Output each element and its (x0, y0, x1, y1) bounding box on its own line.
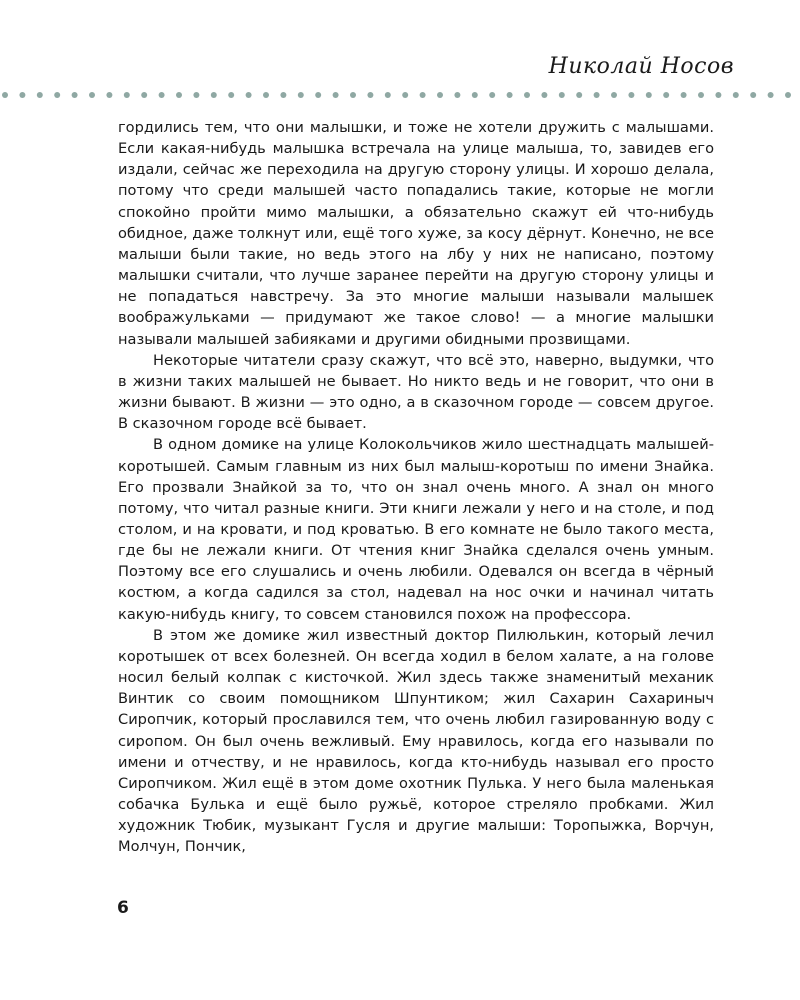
paragraph-continued: гордились тем, что они малышки, и тоже не хотели дружить с малышами. Если какая-нибудь малышка встречала на улице малыша, то, завидев его издали, сейчас же переходила на другую сторону улицы. И хорошо делала, потому что среди малышей часто попадались такие, которые не могли спокойно пройти мимо малышки, а обязательно скажут ей что-нибудь обидное, даже толкнут или, ещё того хуже, за косу дёрнут. Конечно, не все малыши были такие, но ведь этого на лбу у них не написано, поэтому малышки считали, что лучше заранее перейти на другую сторону улицы и не попадаться навстречу. За это многие малыши называли малышек воображульками — придумают же такое слово! — а многие малышки называли малышей забияками и другими обидными прозвищами. (118, 119, 714, 348)
divider-dot (785, 92, 791, 98)
divider-dot (594, 92, 600, 98)
divider-dot (646, 92, 652, 98)
page-number: 6 (117, 898, 129, 918)
divider-dot (315, 92, 321, 98)
divider-dot (211, 92, 217, 98)
dotted-divider (0, 90, 800, 100)
divider-dot (489, 92, 495, 98)
divider-dot (193, 92, 199, 98)
paragraph: Некоторые читатели сразу скажут, что всё это, наверно, выдумки, что в жизни таких малышей не бывает. Но никто ведь и не говорит, что они в жизни бывают. В жизни — это одно, а в сказочном городе — совсем другое. В сказочном городе всё бывает. (118, 351, 714, 433)
divider-dot (385, 92, 391, 98)
divider-dot (507, 92, 513, 98)
divider-dot (437, 92, 443, 98)
divider-dot (472, 92, 478, 98)
divider-dot (333, 92, 339, 98)
divider-dot (72, 92, 78, 98)
divider-dot (733, 92, 739, 98)
divider-dot (420, 92, 426, 98)
divider-dot (698, 92, 704, 98)
divider-dot (681, 92, 687, 98)
divider-dot (89, 92, 95, 98)
divider-dot (106, 92, 112, 98)
divider-dot (37, 92, 43, 98)
divider-dot (176, 92, 182, 98)
divider-dot (559, 92, 565, 98)
divider-dot (19, 92, 25, 98)
paragraph: В одном домике на улице Колокольчиков жило шестнадцать малышей-коротышей. Самым главным из них был малыш-коротыш по имени Знайка. Его прозвали Знайкой за то, что он знал очень много. А знал он много потому, что читал разные книги. Эти книги лежали у него и на столе, и под столом, и на кровати, и под кроватью. В его комнате не было такого места, где бы не лежали книги. От чтения книг Знайка сделался очень умным. Поэтому все его слушались и очень любили. Одевался он всегда в чёрный костюм, а когда садился за стол, надевал на нос очки и начинал читать какую-нибудь книгу, то совсем становился похож на профессора. (118, 436, 714, 623)
divider-dot (124, 92, 130, 98)
divider-dot (228, 92, 234, 98)
divider-dot (246, 92, 252, 98)
divider-dot (524, 92, 530, 98)
divider-dot (280, 92, 286, 98)
divider-dot (576, 92, 582, 98)
divider-dot (768, 92, 774, 98)
divider-dot (367, 92, 373, 98)
divider-dot (141, 92, 147, 98)
divider-dot (750, 92, 756, 98)
paragraph: В этом же домике жил известный доктор Пилюлькин, который лечил коротышек от всех болезней. Он всегда ходил в белом халате, а на голове носил белый колпак с кисточкой. Жил здесь также знаменитый механик Винтик со своим помощником Шпунтиком; жил Сахарин Сахариныч Сиропчик, который прославился тем, что очень любил газированную воду с сиропом. Он был очень вежливый. Ему нравилось, когда его называли по имени и отчеству, и не нравилось, когда кто-нибудь называл его просто Сиропчиком. Жил ещё в этом доме охотник Пулька. У него была маленькая собачка Булька и ещё было ружьё, которое стреляло пробками. Жил художник Тюбик, музыкант Гусля и другие малыши: Торопыжка, Ворчун, Молчун, Пончик, (118, 626, 714, 856)
divider-dot (541, 92, 547, 98)
main-text (118, 117, 714, 857)
divider-dot (454, 92, 460, 98)
divider-dot (628, 92, 634, 98)
divider-dot (263, 92, 269, 98)
divider-dot (663, 92, 669, 98)
divider-dot (2, 92, 8, 98)
divider-dot (715, 92, 721, 98)
divider-dot (159, 92, 165, 98)
divider-dot (611, 92, 617, 98)
divider-dot (350, 92, 356, 98)
running-header: Николай Носов (548, 54, 734, 79)
divider-dot (54, 92, 60, 98)
divider-dot (298, 92, 304, 98)
divider-dot (402, 92, 408, 98)
